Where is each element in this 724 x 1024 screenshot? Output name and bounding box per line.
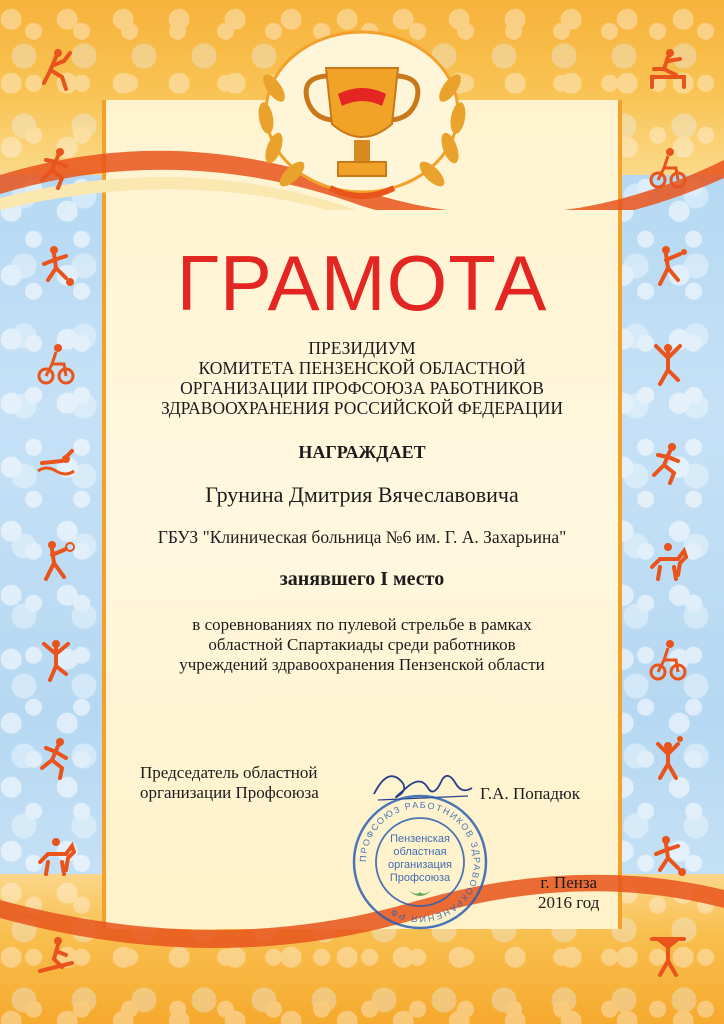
year-label: 2016 год <box>538 893 600 912</box>
city-label: г. Пенза <box>540 873 598 892</box>
soccer-player-icon <box>648 834 688 878</box>
chair-line: Председатель областной <box>140 763 318 782</box>
description-line: в соревнованиях по пулевой стрельбе в рамках <box>192 615 532 634</box>
organization-stamp <box>350 792 490 932</box>
competition-description <box>0 615 724 675</box>
issuer-line: ПРЕЗИДИУМ <box>308 338 416 358</box>
city-year-block <box>538 873 599 913</box>
stamp-line: Профсоюза <box>389 872 451 884</box>
runner-icon <box>36 736 76 780</box>
issuer-block <box>0 338 724 418</box>
left-athletes-column <box>16 20 96 1004</box>
recipient-name: Грунина Дмитрия Вячеславовича <box>205 482 519 507</box>
stamp-line: организация <box>388 859 452 871</box>
place-label: занявшего I место <box>279 568 445 590</box>
chair-title <box>140 763 319 803</box>
description-line: областной Спартакиады среди работников <box>208 635 516 654</box>
certificate-title: ГРАМОТА <box>176 239 548 327</box>
issuer-line: КОМИТЕТА ПЕНЗЕНСКОЙ ОБЛАСТНОЙ <box>198 358 526 378</box>
stamp-ring-text: ПРОФСОЮЗ РАБОТНИКОВ ЗДРАВООХРАНЕНИЯ РФ <box>357 799 483 925</box>
volleyball-player-icon <box>648 736 688 780</box>
hurdler-icon <box>648 47 688 91</box>
signer-name: Г.А. Попадюк <box>480 784 580 803</box>
chair-line: организации Профсоюза <box>140 783 319 802</box>
cyclist-icon <box>648 146 688 190</box>
awards-label: НАГРАЖДАЕТ <box>298 442 426 462</box>
tennis-player-icon <box>36 47 76 91</box>
stamp-line: областная <box>393 846 447 858</box>
skier-icon <box>36 933 76 977</box>
trophy-icon <box>230 28 494 218</box>
recipient-organization: ГБУЗ "Клиническая больница №6 им. Г. А. Захарьина" <box>157 527 567 547</box>
runner-icon <box>36 146 76 190</box>
stamp-line: Пензенская <box>390 833 450 845</box>
description-line: учреждений здравоохранения Пензенской области <box>179 655 545 674</box>
right-athletes-column <box>628 20 708 1004</box>
weightlifter-icon <box>648 933 688 977</box>
issuer-line: ОРГАНИЗАЦИИ ПРОФСОЮЗА РАБОТНИКОВ <box>180 378 544 398</box>
horse-rider-icon <box>36 834 76 878</box>
issuer-line: ЗДРАВООХРАНЕНИЯ РОССИЙСКОЙ ФЕДЕРАЦИИ <box>161 398 563 418</box>
